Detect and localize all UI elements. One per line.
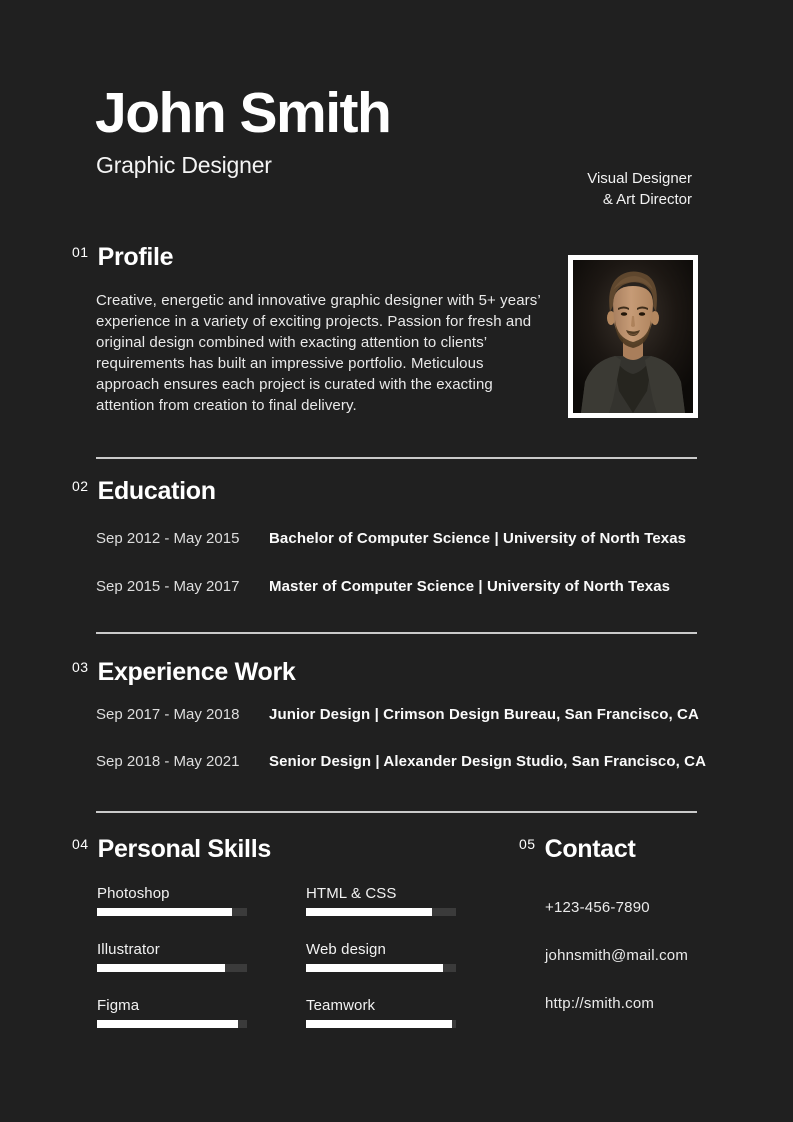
tagline-line-1: Visual Designer — [587, 170, 692, 187]
experience-row — [96, 753, 756, 770]
education-section-title: Education — [97, 477, 216, 505]
skill-bar-track — [97, 1020, 247, 1028]
skill-item — [97, 997, 249, 1028]
contact-section-heading — [519, 835, 636, 864]
experience-section-title: Experience Work — [97, 658, 296, 686]
tagline-line-2: & Art Director — [602, 191, 692, 208]
contact-website[interactable]: http://smith.com — [545, 995, 655, 1012]
skill-bar-fill — [306, 908, 432, 916]
profile-section-number: 01 — [72, 244, 89, 260]
education-dates: Sep 2012 - May 2015 — [96, 530, 240, 547]
profile-summary-text: Creative, energetic and innovative graphic designer with 5+ years’ experience in a variety of exciting projects. Passion for fresh and original design combined with exacting attention to clients’ requirements has built an impressive portfolio. Meticulous approach ensures each project is curated with the exacting attention from creation to final delivery. — [96, 292, 541, 414]
contact-phone[interactable]: +123-456-7890 — [545, 899, 650, 916]
skill-bar-fill — [306, 1020, 452, 1028]
contact-section-title: Contact — [544, 835, 636, 863]
education-detail: Bachelor of Computer Science | University of North Texas — [269, 530, 687, 547]
skill-bar-track — [306, 908, 456, 916]
education-section-number: 02 — [72, 478, 89, 494]
skill-item — [306, 885, 458, 916]
skill-bar-fill — [306, 964, 443, 972]
skills-section-number: 04 — [72, 836, 89, 852]
skill-name: Teamwork — [306, 997, 376, 1014]
skill-bar-track — [97, 964, 247, 972]
profile-section-title: Profile — [97, 243, 174, 271]
profile-section-heading — [72, 243, 173, 272]
experience-dates: Sep 2017 - May 2018 — [96, 706, 240, 723]
skill-name: Photoshop — [97, 885, 170, 902]
section-divider — [96, 811, 697, 813]
contact-section-number: 05 — [519, 836, 536, 852]
education-section-heading — [72, 477, 216, 506]
skill-bar-track — [306, 964, 456, 972]
contact-email[interactable]: johnsmith@mail.com — [545, 947, 689, 964]
skills-section-title: Personal Skills — [97, 835, 271, 863]
skill-bar-fill — [97, 908, 232, 916]
education-dates: Sep 2015 - May 2017 — [96, 578, 240, 595]
skill-bar-track — [306, 1020, 456, 1028]
skills-section-heading — [72, 835, 271, 864]
skill-bar-fill — [97, 1020, 238, 1028]
skill-bar-track — [97, 908, 247, 916]
skills-column-right — [306, 885, 458, 1053]
section-divider — [96, 632, 697, 634]
tagline — [587, 168, 692, 210]
experience-detail: Senior Design | Alexander Design Studio, San Francisco, CA — [269, 753, 707, 770]
experience-section-number: 03 — [72, 659, 89, 675]
skills-column-left — [97, 885, 249, 1053]
education-row — [96, 530, 756, 547]
portrait-photo-image — [573, 260, 693, 413]
skill-name: Illustrator — [97, 941, 160, 958]
skill-item — [97, 885, 249, 916]
education-row — [96, 578, 756, 595]
skill-item — [306, 941, 458, 972]
portrait-photo — [568, 255, 698, 418]
experience-section-heading — [72, 658, 295, 687]
skill-item — [306, 997, 458, 1028]
contact-list — [545, 899, 688, 1043]
experience-dates: Sep 2018 - May 2021 — [96, 753, 240, 770]
skill-item — [97, 941, 249, 972]
education-detail: Master of Computer Science | University of North Texas — [269, 578, 671, 595]
section-divider — [96, 457, 697, 459]
skill-name: Figma — [97, 997, 140, 1014]
job-title: Graphic Designer — [96, 152, 272, 178]
experience-detail: Junior Design | Crimson Design Bureau, San Francisco, CA — [269, 706, 699, 723]
skill-name: HTML & CSS — [306, 885, 397, 902]
skill-name: Web design — [306, 941, 386, 958]
experience-row — [96, 706, 756, 723]
skill-bar-fill — [97, 964, 225, 972]
person-name: John Smith — [95, 81, 391, 145]
